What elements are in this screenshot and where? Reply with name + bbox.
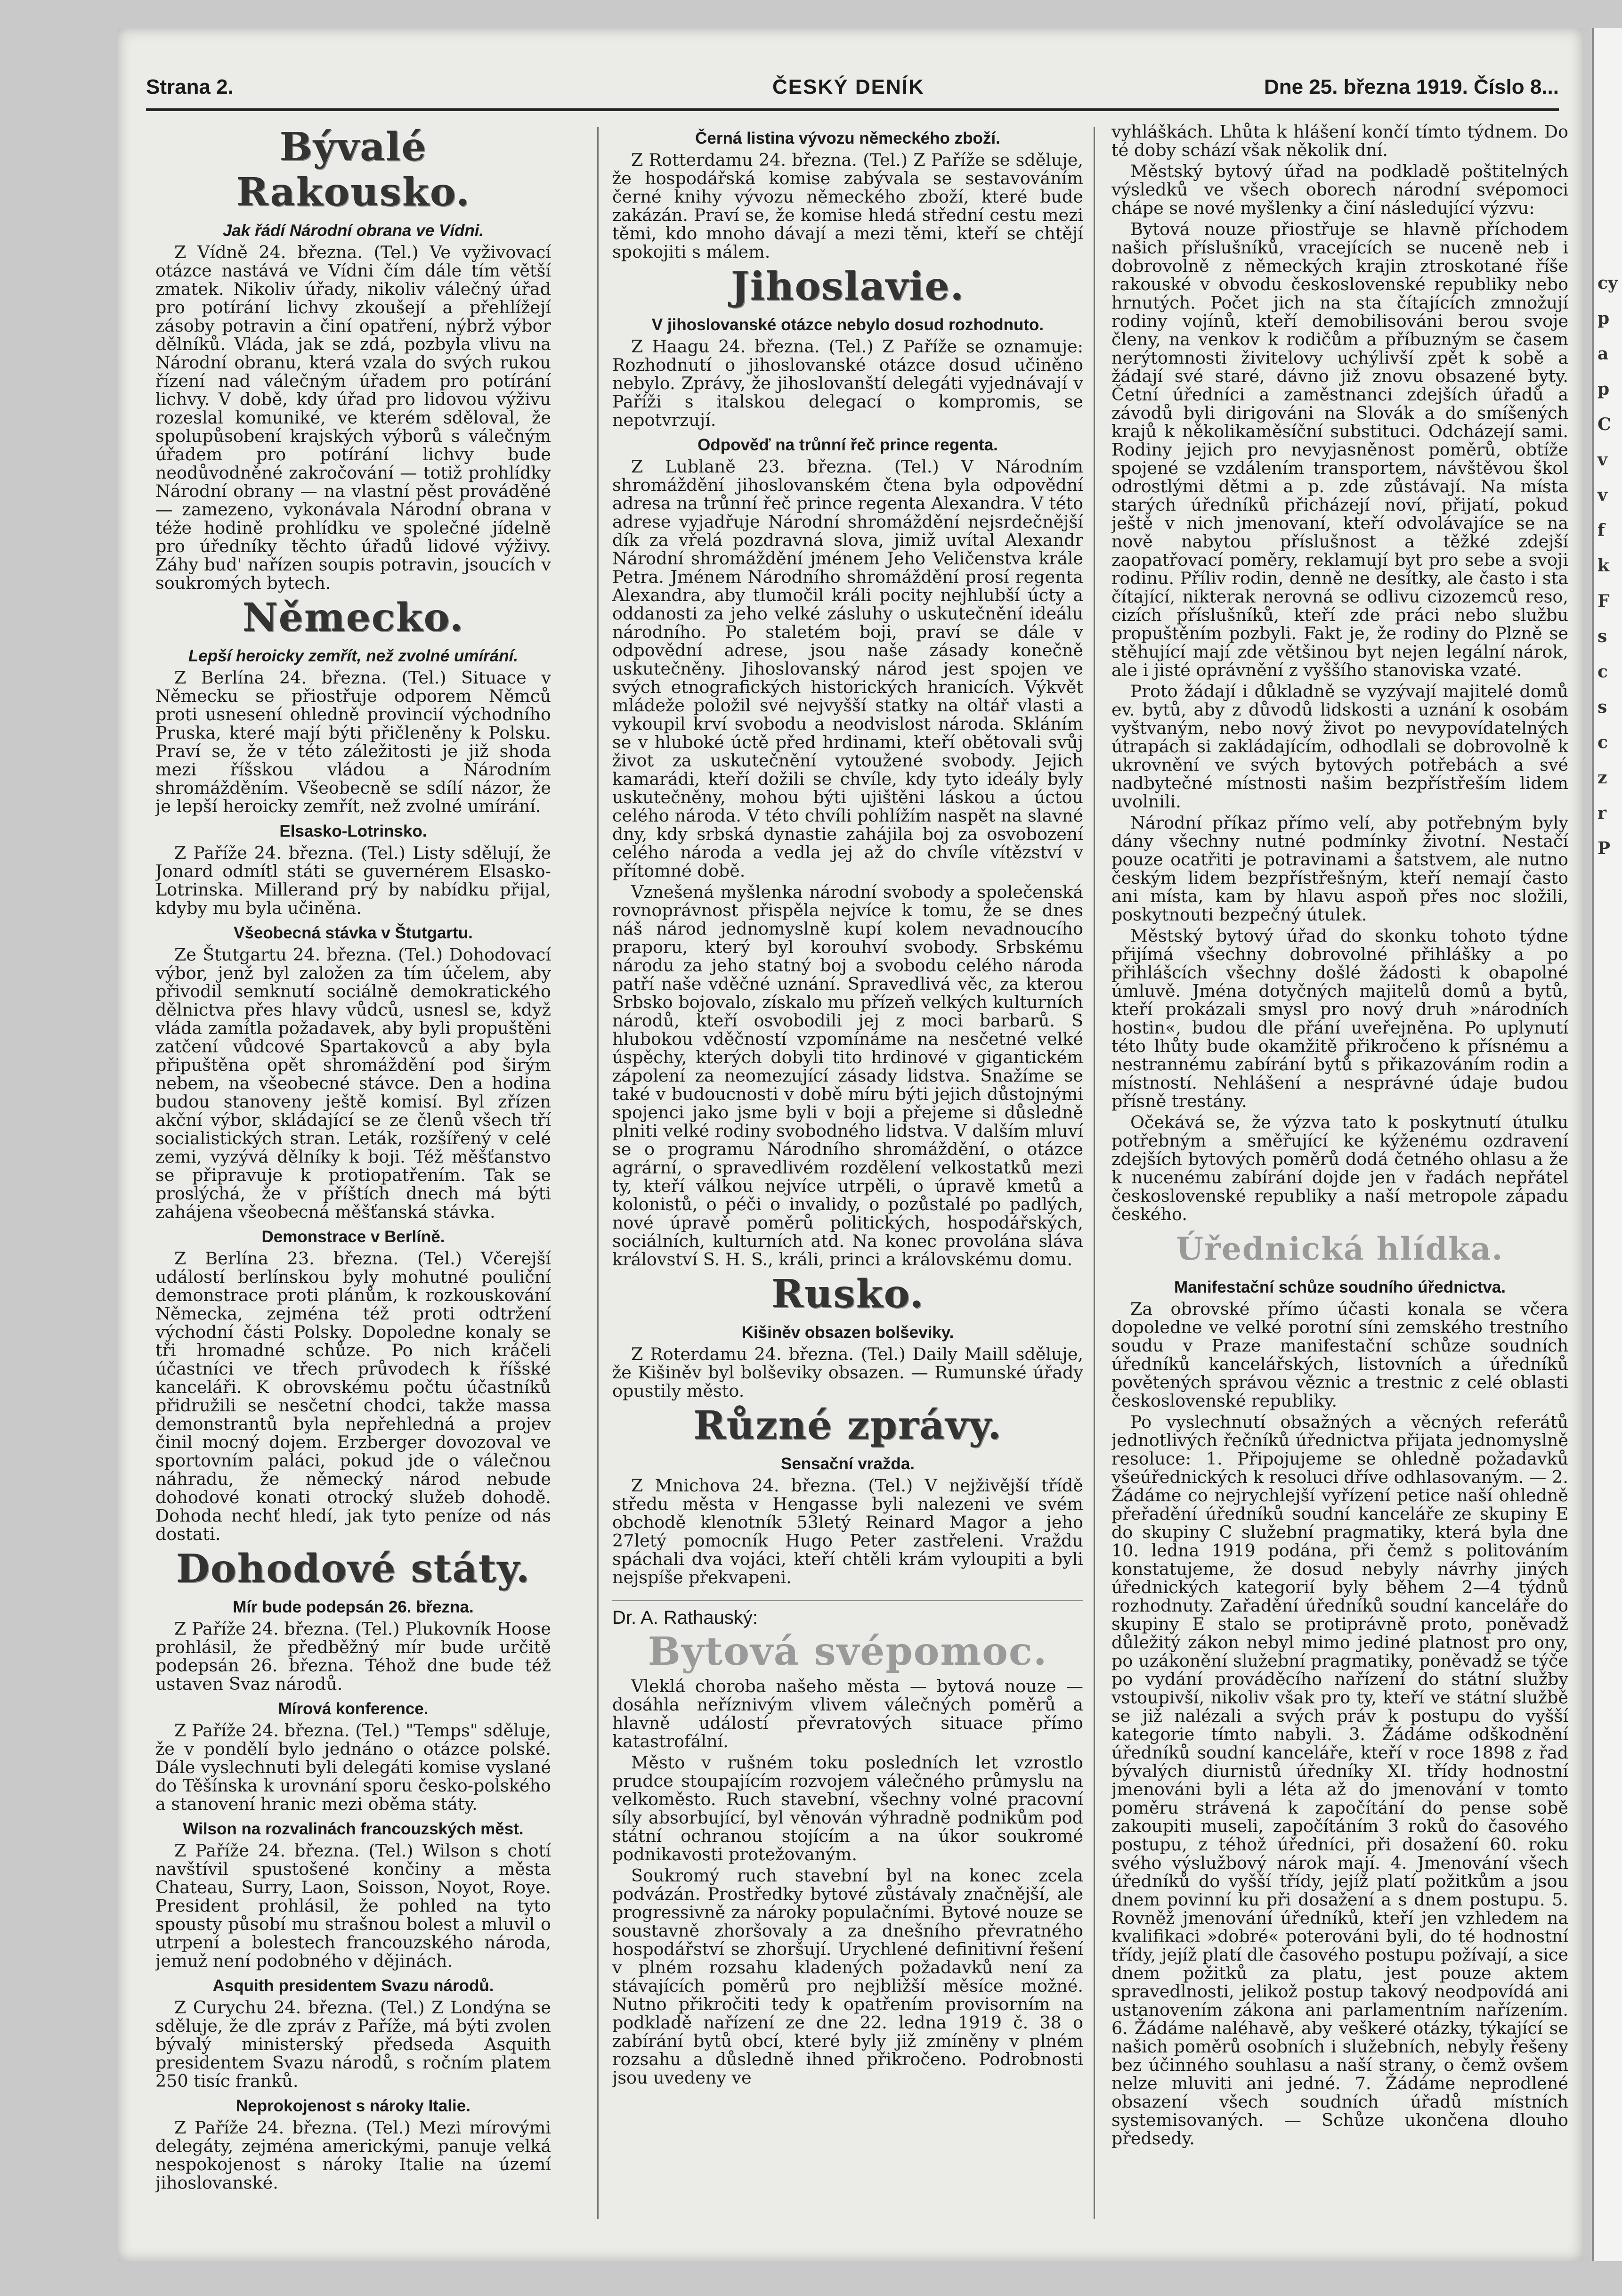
edge-fragment: p	[1598, 379, 1610, 399]
article-headline: Kišiněv obsazen bolševiky.	[741, 1323, 954, 1342]
article-body: Vleklá choroba našeho města — bytová nouze — dosáhla neříznivým vlivem válečných poměrů a hlavně událostí převratových situace přímo katastrofální.	[612, 1676, 1083, 1751]
section-heading: Rusko.	[771, 1271, 925, 1317]
column-divider	[597, 127, 599, 2219]
article-headline: Demonstrace v Berlíně.	[261, 1228, 445, 1246]
article-body: Vznešená myšlenka národní svobody a společenská rovnoprávnost přispěla nejvíce k tomu, že se dnes náš národ jednomyslně kupí kolem nevadnoucího praporu, který byl korouhví svobody. Srbskému národu za jeho statný boj a svobodu celého národa patří naše vděčné uznání. Spravedlivá věc, za kterou Srbsko bojovalo, získalo mu přízeň velkých kulturních národů, kteří osvobodili jej z moci barbarů. S hlubokou vděčností vzpomínáme na nesčetné velké úspěchy, kterých dobyli tito hrdinové v gigantickém zápolení za neomezující zásady lidstva. Snažíme se také v budoucnosti v době míru býti jejich důstojnými spojenci jako jsme byli v boji a přejeme si důsledně plniti velké rodiny svobodného lidstva. V dalším mluví se o programu Národního shromáždění, o otázce agrární, o spravedlivém rozdělení velkostatků mezi ty, kteří válkou nejvíce utrpěli, o úpravě kmetů a kolonistů, o péči o invalidy, o pozůstalé po padlých, nové úpravě poměrů politických, hospodářských, sociálních, kulturních atd. Na konec provolána sláva království S. H. S., králi, princi a královskému domu.	[612, 882, 1083, 1270]
section-heading: Bývalé Rakousko.	[236, 124, 470, 215]
article-headline: Mír bude podepsán 26. března.	[233, 1598, 474, 1616]
article-body: Po vyslechnutí obsažných a věcných referátů jednotlivých řečníků úřednictva přijata jednomyslně resoluce: 1. Připojujeme se ohledně požadavků všeúřednických k resoluci dříve odhlasovaným. — 2. Žádáme co nejrychlejší vyřízení petice naší ohledně přeřadění úředníků soudní kanceláře ze skupiny E do skupiny C služební pragmatiky, která byla dne 10. ledna 1919 podána, při čemž s politováním konstatujeme, že dosud nebyly návrhy jiných úřednických kategorií byly během 2—4 týdnů rozhodnuty. Zařadění úředníků soudní kanceláře do skupiny E stalo se protiprávně proto, poněvadž důležitý zákon nebyl mimo jediné platnost pro ony, po uzákonění služební pragmatiky, poněvadž se týče po vydání prováděcího nařízení do státní služby vstoupivší, nikoliv však pro ty, kteří ve státní službě se již nalézali a svých práv k postupu do vyšší kategorie tímto nabyli. 3. Žádáme odškodnění úředníků soudní kanceláře, kteří v roce 1898 z řad bývalých diurnistů úředníky XI. třídy hodnostní jmenováni byli a léta až do jmenování v tomto poměru strávená k započítání do pense sobě zakoupiti museli, započítáním 3 roků do časového postupu, z téhož úředníci, při dosažení 60. roku svého výslužbový nárok mají. 4. Jmenování všech úředníků do vyšší třídy, jejíž platí požitkům a jsou dnem povinní ku při dosažení a s dnem postupu. 5. Rovněž jmenování úředníků, kteří jen vzhledem na kvalifikaci »dobré« poterováni byli, do té hodnostní třídy, jejíž platí dle časového postupu požívají, a sice dnem požitků za platu, jest pouze aktem spravedlnosti, jelikož postup takový neodpovídá ani ustanovením zákona ani parlamentním nařízením. 6. Žádáme naléhavě, aby veškeré otázky, týkající se našich poměrů osobních i služebních, nebyly řešeny bez účinného souhlasu a naší strany, o čemž ovšem nelze mluviti ani jedné. 7. Žádáme neprodlené obsazení všech soudních úřadů místních systemisovaných. — Schůze ukončena dlouho předsedy.	[1111, 1412, 1568, 2149]
article-body: Národní příkaz přímo velí, aby potřebným byly dány všechny nutné podmínky životní. Nestačí pouze ocatřiti je potravinami a šatstvem, ale nutno českým lidem bezpřístřešným, kteří nemají často ani místa, kam by hlavu aspoň přes noc složili, poskytnouti bezpečný útulek.	[1111, 813, 1568, 925]
article-body: Z Paříže 24. března. (Tel.) "Temps" sděluje, že v pondělí bylo jednáno o otázce polské. Dále vyslechnuti byli delegáti komise vyslané do Těšínska k urovnání sporu česko-polského a stanovení hranic mezi oběma státy.	[155, 1720, 551, 1814]
article-body: Z Berlína 24. března. (Tel.) Situace v Německu se přiostřuje odporem Němců proti usnesení ohledně provincií východního Pruska, které mají býti přičleněny k Polsku. Praví se, že v této záležitosti je již shoda mezi říšskou vládou a Národním shromážděním. Všeobecně se sdílí názor, že je lepší heroicky zemřít, než zvolné umírání.	[155, 668, 551, 816]
article-body: Z Rotterdamu 24. března. (Tel.) Z Paříže se sděluje, že hospodářská komise zabývala se sestavováním černé knihy vývozu německého zboží, které bude zakázán. Praví se, že komise hledá střední cestu mezi těmi, kdo mnoho dávají a mezi těmi, kteří se chtějí spokojiti s málem.	[612, 150, 1083, 262]
article-body: Bytová nouze přiostřuje se hlavně příchodem našich příslušníků, vracejících se nuceně neb i dobrovolně z německých krajin ztroskotané říše rakouské v obvodu československé republiky nebo hrnutých. Počet jich na sta čítajících zmnožují rodiny vojínů, kteří demobilisováni berou svoje členy, na venkov k rodičům a příbuzným se časem nerýtomnosti živitelovy uchýlivší zpět k sobě a žádají své staré, dávno již znovu obsazené byty. Četní úředníci a zaměstnanci zdejších úřadů a závodů byli dirigováni na Slovák a do smíšených krajů k několikaměsíční substituci. Odcházejí sami. Rodiny jejich pro nevyjasněnost poměrů, obtíže spojené se vzdálením transportem, návštěvou škol odrostlými dětmi a p. zde zůstávají. Na místa starých úředníků přicházejí noví, přijatí, pokud ještě v nich jmenovaní, kteří odvolávajíce se na nově nabytou příslušnost a těžké zdejší zaopatřovací poměry, reklamují byt pro sebe a svoji rodinu. Příliv rodin, denně ne desítky, ale často i sta čítající, nikterak nerovná se odlivu cizozemců reso, cizích příslušníků, kteří zde práci nebo službu propuštěním pozbyli. Fakt je, že rodiny do Plzně se stěhující mají zde většinou byt nejen legální nárok, ale i jisté oprávnění z vyššího stanoviska vzaté.	[1111, 219, 1568, 680]
article-headline: Mírová konference.	[278, 1700, 429, 1718]
edge-fragment: f	[1598, 521, 1605, 540]
article-body: Z Curychu 24. března. (Tel.) Z Londýna se sděluje, že dle zpráv z Paříže, má býti zvolen bývalý ministerský předseda Asquith presidentem Svazu národů, s ročním platem 250 tisíc franků.	[155, 1997, 551, 2091]
article-body: Z Mnichova 24. března. (Tel.) V nejživější třídě středu města v Hengasse byli nalezeni ve svém obchodě klenotník 53letý Reinard Magor a jeho 27letý pomocník Hugo Peter zastřeleni. Vraždu spáchali dva vojáci, kteří chtěli krám vyloupiti a byli nejspíše překvapeni.	[612, 1475, 1083, 1588]
article-body: Z Vídně 24. března. (Tel.) Ve vyživovací otázce nastává ve Vídni čím dále tím větší zmatek. Nikoliv úřady, nikoliv válečný úřad pro potírání lichvy zkoušejí a přehlížejí zásoby potravin a činí opatření, nýbrž výbor dělníků. Vláda, jak se zdá, pozbyla vlivu na Národní obranu, která vzala do svých rukou řízení nad válečným úřadem pro potírání lichvy. V době, kdy úřad pro lidovou výživu rozeslal komuniké, ve kterém sděloval, že spolupůsobení krajských výborů s válečným úřadem pro potírání lichvy bude neodůvodněné zakročování — totiž prohlídky Národní obrany — na vlastní pěst prováděné — zamezeno, vykonávala Národní obrana v téže hodině prohlídku ve společné jídelně pro úředníky těchto úřadů lidové výživy. Záhy bud' nařízen soupis potravin, jsoucích v soukromých bytech.	[155, 242, 551, 593]
article-body: Z Roterdamu 24. března. (Tel.) Daily Maill sděluje, že Kišiněv byl bolševiky obsazen. — Rumunské úřady opustily město.	[612, 1344, 1083, 1401]
article-body: Z Berlína 23. března. (Tel.) Včerejší událostí berlínskou byly mohutné pouliční demonstrace proti plánům, k rozkouskování Německa, zejména též proti odtržení východní části Polsky. Dopoledne konaly se tři hromadné schůze. Po nich kráčeli účastníci ve třech průvodech k říšské kanceláři. K obrovskému počtu účastníků přidružili se nesčetní chodci, takže massa demonstrantů byla nepřehledná a projev činil mocný dojem. Erzberger dovozoval ve sportovním paláci, pokud jde o válečnou náhradu, že německý národ nebude dohodové konati otrocký služeb dohodě. Dohoda nechť hledí, jak tyto peníze od nás dostati.	[155, 1248, 551, 1544]
article-headline: Wilson na rozvalinách francouzských měst.	[183, 1820, 524, 1838]
column-2	[612, 122, 1083, 2242]
issue-date: Dne 25. března 1919. Číslo 8...	[1264, 75, 1559, 98]
article-body: Z Paříže 24. března. (Tel.) Mezi mírovými delegáty, zejména americkými, panuje velká nespokojenost s nároky Italie na území jihoslovanské.	[155, 2117, 551, 2193]
edge-fragment: v	[1598, 450, 1607, 470]
article-body: Z Paříže 24. března. (Tel.) Wilson s chotí navštívil spustošené končiny a města Chateau, Surry, Laon, Soisson, Noyot, Roye. President prohlásil, že pohled na tyto spousty působí mu strašnou bolest a mluvil o utrpení a bolestech francouzského národa, jemuž není podobného v dějinách.	[155, 1840, 551, 1971]
article-body: Město v rušném toku posledních let vzrostlo prudce stoupajícím rozvojem válečného průmyslu na velkoměsto. Ruch stavební, všechny volné pracovní síly absorbující, byl věnován výhradně podnikům pod státní ochranou stojícím a na úkor soukromé podnikavosti protežovaným.	[612, 1752, 1083, 1864]
article-headline: Všeobecná stávka v Štutgartu.	[234, 924, 473, 942]
article-body: Městský bytový úřad na podkladě poštitelných výsledků ve všech oborech národní svépomoci chápe se nové myšlenky a činí následující výzvu:	[1111, 161, 1568, 218]
edge-fragment: F	[1598, 591, 1610, 611]
article-body: Za obrovské přímo účasti konala se včera dopoledne ve velké porotní síni zemského trestního soudu v Praze manifestační schůze soudních úředníků kancelářských, listovních a úředníků povětených správou věznic a trestnic z celé oblasti československé republiky.	[1111, 1299, 1568, 1411]
adjacent-page-edge	[1592, 28, 1622, 2261]
article-headline: Sensační vražda.	[780, 1455, 915, 1473]
article-body: Městský bytový úřad do skonku tohoto týdne přijímá všechny dobrovolné přihlášky a po přihlášcích všechny došlé žádosti k obapolné úmluvě. Jména dotyčných majitelů domů a bytů, kteří prokázali smysl pro nový druh »národních hostin«, budou dle přání uveřejněna. Po uplynutí této lhůty bude okamžitě přikročeno k přísnému a nestrannému zabírání bytů s přikazováním rodin a místností. Nehlášení a nesprávné údaje budou přísně trestány.	[1111, 926, 1568, 1111]
edge-fragment: c	[1598, 662, 1608, 682]
article-headline: Odpověď na trůnní řeč prince regenta.	[697, 436, 998, 454]
article-headline: Asquith presidentem Svazu národů.	[212, 1977, 494, 1995]
edge-fragment: C	[1598, 415, 1611, 434]
edge-fragment: P	[1598, 839, 1611, 858]
article-body: Z Paříže 24. března. (Tel.) Listy sdělují, že Jonard odmítl státi se guvernérem Elsasko-Lotrinska. Millerand prý by nabídku přijal, kdyby mu byla učiněna.	[155, 843, 551, 918]
edge-fragment: cy	[1598, 273, 1618, 293]
author-byline: Dr. A. Rathauský:	[612, 1600, 1083, 1627]
section-heading: Německo.	[242, 595, 464, 640]
feature-heading: Bytová svépomoc.	[648, 1629, 1048, 1674]
edge-fragment: s	[1598, 627, 1607, 646]
article-headline: Neprokojenost s nároky Italie.	[236, 2097, 470, 2115]
edge-fragment: a	[1598, 344, 1609, 364]
column-3	[1111, 122, 1568, 2242]
page-number: Strana 2.	[146, 75, 234, 98]
article-headline: V jihoslovanské otázce nebylo dosud rozhodnuto.	[651, 316, 1044, 334]
edge-fragment: s	[1598, 697, 1607, 717]
article-headline: Jak řádí Národní obrana ve Vídni.	[222, 221, 484, 240]
column-divider	[1094, 127, 1095, 2219]
masthead-title: ČESKÝ DENÍK	[772, 75, 925, 98]
article-headline: Lepší heroicky zemřít, než zvolné umírání.	[188, 647, 519, 665]
article-headline: Manifestační schůze soudního úřednictva.	[1174, 1278, 1506, 1296]
article-body: Z Paříže 24. března. (Tel.) Plukovník Hoose prohlásil, že předběžný mír bude určitě podepsán 26. března. Téhož dne bude též ustaven Svaz národů.	[155, 1619, 551, 1694]
article-body: Z Lublaně 23. března. (Tel.) V Národním shromáždění jihoslovanském čtena byla odpovědní adresa na trůnní řeč prince regenta Alexandra. V této adrese vyjadřuje Národní shromáždění nejsrdečnější dík za vřelá pozdravná slova, jimiž uvítal Alexandr Národní shromáždění jménem Jeho Veličenstva krále Petra. Jménem Národního shromáždění prosí regenta Alexandra, aby tlumočil králi pocity nejhlubší úcty a oddanosti za jeho velké zásluhy o uskutečnění ideálu národního. Po staletém boji, praví se dále v odpovědní adrese, jsou naše zásady konečně uskutečněny. Jihoslovanský národ jest spojen ve svých etnografických historických hranicích. Výkvět mládeže položil své nejvyšší statky na oltář vlasti a vykoupil krví svobodu a neodvislost národa. Skláním se v hluboké úctě před hrdinami, kteří obětovali svůj život za uskutečnění vytoužené svobody. Jejich kamarádi, kteří dožili se chvíle, kdy tyto ideály byly uskutečněny, mohou býti ujištěni láskou a úctou celého národa. V této chvíli pohlížím naspět na slavné dny, kdy srbská dynastie zahájila boj za osvobození celého národa a vedla jej až do chvíle vítězství v přítomné době.	[612, 456, 1083, 881]
edge-fragment: z	[1598, 768, 1607, 788]
article-body: Z Haagu 24. března. (Tel.) Z Paříže se oznamuje: Rozhodnutí o jihoslovanské otázce dosud učiněno nebylo. Zprávy, že jihoslovanští delegáti vyjednávají v Paříži s italskou delegací o kompromis, se nepotvrzují.	[612, 336, 1083, 430]
article-body: Ze Štutgartu 24. března. (Tel.) Dohodovací výbor, jenž byl založen za tím účelem, aby přivodil semknutí sociálně demokratického dělnictva přes hlavy vůdců, usnesl se, když vláda zamítla požadavek, aby byli propuštěni zatčení vůdcové Spartakovců a aby byla připuštěna opět shromáždění pod širým nebem, na všeobecné stávce. Den a hodina budou stanoveny ještě komisí. Byl zřízen akční výbor, skládající se ze členů všech tří socialistických stran. Leták, rozšířený v celé zemi, vyzývá dělníky k boji. Též měšťanstvo se připravuje k protiopatřením. Tak se proslýchá, že v příštích dnech má býti zahájena všeobecná měšťanská stávka.	[155, 944, 551, 1222]
section-heading: Jihoslavie.	[730, 264, 965, 309]
article-body: Očekává se, že výzva tato k poskytnutí útulku potřebným a směřující ke kýženému ozdravení zdejších bytových poměrů dodá četného ohlasu a že k nucenému zabírání dojde jen v řadách nepřátel československé republiky a naší metropole západu českého.	[1111, 1112, 1568, 1224]
section-heading: Dohodové státy.	[176, 1546, 531, 1591]
page-header	[146, 71, 1559, 111]
edge-fragment: c	[1598, 733, 1608, 752]
article-headline: Elsasko-Lotrinsko.	[279, 822, 427, 840]
edge-fragment: k	[1598, 556, 1609, 576]
column-1	[155, 122, 551, 2242]
edge-fragment: r	[1598, 803, 1606, 823]
article-body: Proto žádají i důkladně se vyzývají majitelé domů ev. bytů, aby z důvodů lidskosti a uznání k osobám vyštvaným, nebo nový život po nevypovídatelných útrapách si zakládajícím, odhodlali se dobrovolně k ukrovnění ve svých bytových potřebách a své nadbytečné místnosti našim bezpřístřeším lidem uvolnili.	[1111, 681, 1568, 812]
article-headline: Černá listina vývozu německého zboží.	[695, 129, 1000, 147]
section-heading: Úřednická hlídka.	[1176, 1230, 1504, 1267]
edge-fragment: v	[1598, 485, 1607, 505]
section-heading: Různé zprávy.	[693, 1403, 1002, 1448]
article-body: vyhláškách. Lhůta k hlášení končí tímto týdnem. Do té doby schází však několik dní.	[1111, 122, 1568, 160]
article-body: Soukromý ruch stavební byl na konec zcela podvázán. Prostředky bytové zůstávaly značnější, ale progressivně za nároky populačními. Bytové nouze se soustavně zhoršovaly a za dnešního převratného hospodářství se zhoršují. Urychlené definitivní řešení v plném rozsahu kladených požadavků není za stávajících poměrů pro nejbližší měsíce možné. Nutno přikročiti tedy k opatřením provisorním na podkladě nařízení ze dne 22. ledna 1919 č. 38 o zabírání bytů obcí, které byly již zmíněny v plném rozsahu a důsledně ihned přikročeno. Podrobnosti jsou uvedeny ve	[612, 1865, 1083, 2088]
edge-fragment: p	[1598, 309, 1610, 328]
